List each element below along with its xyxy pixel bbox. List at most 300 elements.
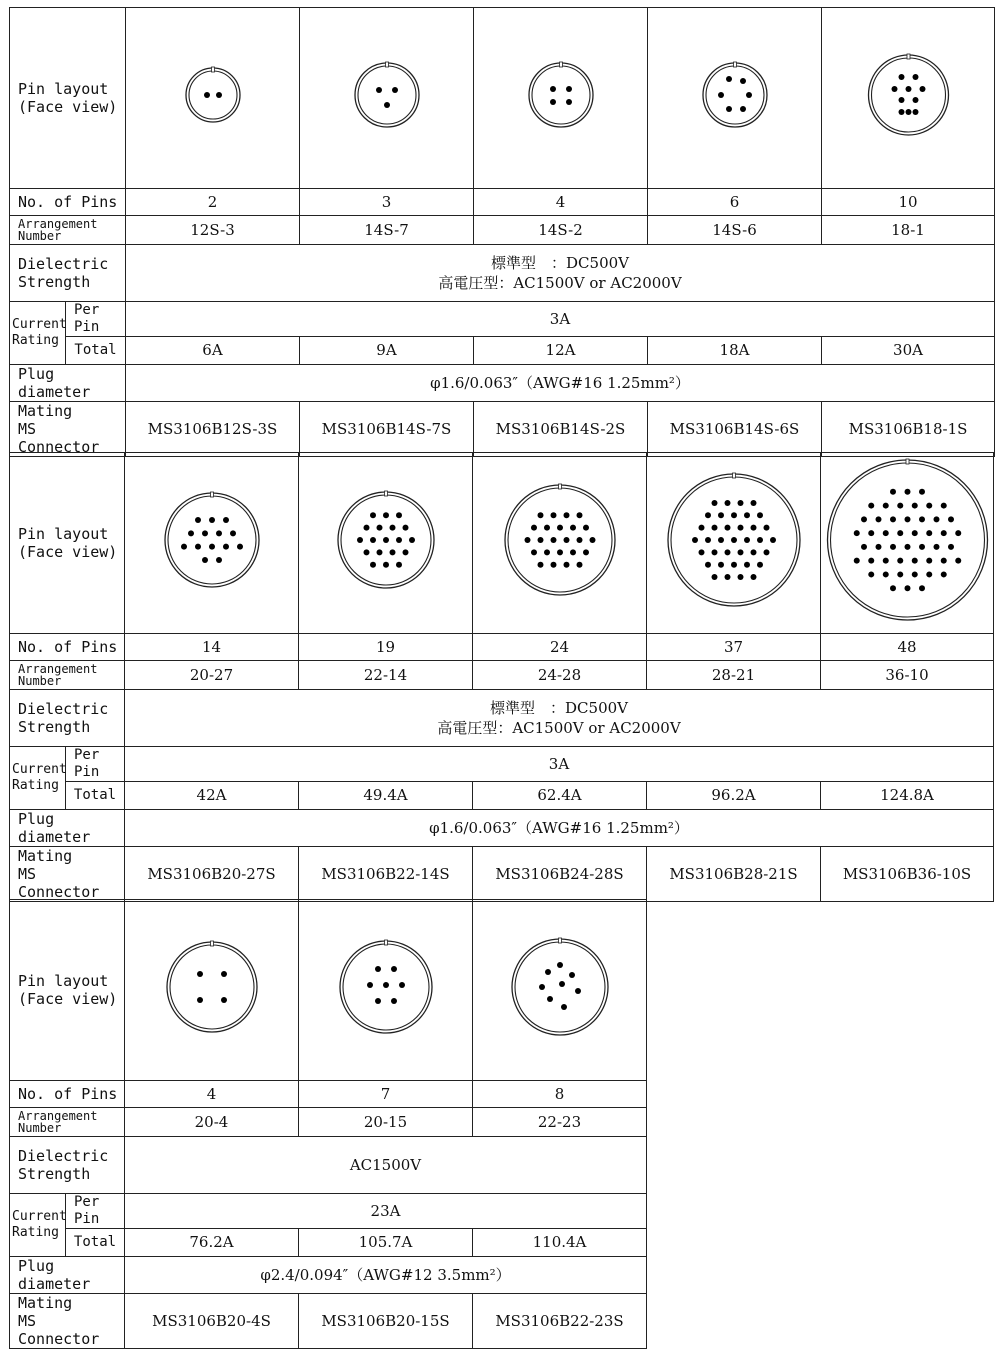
pin-layout-cell (474, 8, 648, 189)
connector-outer-ring (869, 55, 949, 135)
connector-inner-ring (168, 496, 256, 584)
pin-dot (919, 544, 925, 550)
total-current: 30A (822, 336, 995, 364)
pin-dot (955, 558, 961, 564)
pin-dot (223, 517, 229, 523)
pin-dot (738, 525, 744, 531)
pin-dot (757, 512, 763, 518)
pin-dot (559, 981, 565, 987)
mating-connector: MS3106B28-21S (647, 846, 821, 901)
pin-dot (370, 537, 376, 543)
pin-dot (913, 74, 919, 80)
pin-dot (564, 512, 570, 518)
pin-dot (912, 558, 918, 564)
pin-dot (383, 982, 389, 988)
row-header: Arrangement Number (10, 216, 126, 245)
pin-dot (876, 516, 882, 522)
row-header: Dielectric Strength (10, 690, 125, 747)
connector-key (211, 941, 214, 946)
pin-dot (941, 530, 947, 536)
connector-key (906, 459, 909, 464)
pin-dot (712, 500, 718, 506)
pin-dot (551, 512, 557, 518)
pin-dot (912, 571, 918, 577)
pin-dot (575, 988, 581, 994)
pin-dot (403, 525, 409, 531)
total-current: 96.2A (647, 781, 821, 809)
row-header: Plug diameter (10, 364, 126, 401)
row-header: Arrangement Number (10, 1108, 125, 1137)
pin-dot (926, 571, 932, 577)
arrangement-number: 24-28 (473, 661, 647, 690)
pin-dot (216, 557, 222, 563)
arrangement-number: 14S-2 (474, 216, 648, 245)
pin-count: 48 (821, 634, 994, 661)
arrangement-number: 18-1 (822, 216, 995, 245)
pin-dot (897, 530, 903, 536)
mating-connector: MS3106B22-23S (473, 1293, 647, 1348)
arrangement-number: 14S-7 (300, 216, 474, 245)
pin-dot (725, 549, 731, 555)
row-header: Pin layout (Face view) (10, 453, 125, 634)
pin-dot (383, 562, 389, 568)
pin-dot (751, 574, 757, 580)
spec-table-3 (9, 899, 647, 1349)
pin-dot (718, 92, 724, 98)
row-header: Dielectric Strength (10, 1137, 125, 1194)
pin-dot (740, 78, 746, 84)
connector-face-icon (821, 453, 994, 633)
mating-connector: MS3106B20-4S (125, 1293, 299, 1348)
pin-dot (751, 525, 757, 531)
pin-dot (409, 537, 415, 543)
pin-dot (375, 966, 381, 972)
row-header: No. of Pins (10, 189, 126, 216)
connector-inner-ring (508, 488, 612, 592)
arrangement-number: 14S-6 (648, 216, 822, 245)
connector-key (212, 67, 215, 72)
connector-key (385, 491, 388, 496)
connector-face-icon (473, 453, 647, 633)
pin-count: 19 (299, 634, 473, 661)
pin-dot (216, 92, 222, 98)
pin-count: 37 (647, 634, 821, 661)
pin-dot (564, 537, 570, 543)
pin-dot (376, 87, 382, 93)
pin-dot (531, 549, 537, 555)
total-current: 105.7A (299, 1228, 473, 1256)
pin-dot (920, 86, 926, 92)
arrangement-number: 22-14 (299, 661, 473, 690)
pin-layout-cell (648, 8, 822, 189)
per-pin-current: 23A (125, 1194, 647, 1229)
pin-dot (209, 544, 215, 550)
pin-dot (375, 998, 381, 1004)
pin-dot (919, 585, 925, 591)
pin-dot (757, 537, 763, 543)
connector-outer-ring (703, 63, 767, 127)
pin-dot (897, 558, 903, 564)
pin-dot (913, 97, 919, 103)
pin-count: 3 (300, 189, 474, 216)
pin-dot (390, 525, 396, 531)
per-pin-current: 3A (125, 747, 994, 782)
pin-dot (746, 92, 752, 98)
mating-connector: MS3106B14S-6S (648, 401, 822, 456)
connector-face-icon (822, 8, 995, 188)
pin-dot (868, 503, 874, 509)
pin-dot (955, 530, 961, 536)
connector-outer-ring (186, 68, 240, 122)
pin-dot (357, 537, 363, 543)
pin-dot (705, 562, 711, 568)
row-header: Mating MS Connector (10, 1293, 125, 1348)
dielectric-strength: 標準型 ：DC500V 高電圧型：AC1500V or AC2000V (125, 690, 994, 747)
pin-dot (551, 537, 557, 543)
pin-dot (237, 544, 243, 550)
total-label: Total (66, 1228, 125, 1256)
pin-dot (738, 574, 744, 580)
pin-layout-cell (125, 900, 299, 1081)
pin-dot (712, 574, 718, 580)
row-header: No. of Pins (10, 1081, 125, 1108)
pin-dot (764, 525, 770, 531)
connector-outer-ring (529, 63, 593, 127)
pin-dot (364, 525, 370, 531)
pin-dot (383, 512, 389, 518)
current-rating-label: Current Rating (10, 302, 66, 365)
pin-dot (861, 544, 867, 550)
pin-count: 4 (125, 1081, 299, 1108)
pin-dot (392, 87, 398, 93)
pin-dot (705, 537, 711, 543)
pin-dot (905, 489, 911, 495)
connector-key (559, 484, 562, 489)
pin-dot (731, 512, 737, 518)
mating-connector: MS3106B14S-7S (300, 401, 474, 456)
pin-dot (557, 549, 563, 555)
pin-dot (570, 549, 576, 555)
pin-layout-cell (299, 900, 473, 1081)
arrangement-number: 36-10 (821, 661, 994, 690)
pin-dot (544, 549, 550, 555)
pin-dot (718, 537, 724, 543)
connector-outer-ring (512, 939, 608, 1035)
pin-dot (897, 571, 903, 577)
pin-count: 7 (299, 1081, 473, 1108)
total-current: 76.2A (125, 1228, 299, 1256)
pin-dot (544, 525, 550, 531)
connector-key (733, 473, 736, 478)
pin-dot (403, 549, 409, 555)
current-rating-label: Current Rating (10, 1194, 66, 1257)
total-current: 18A (648, 336, 822, 364)
pin-dot (854, 530, 860, 536)
pin-dot (699, 549, 705, 555)
pin-dot (364, 549, 370, 555)
arrangement-number: 20-27 (125, 661, 299, 690)
pin-dot (899, 97, 905, 103)
pin-dot (692, 537, 698, 543)
pin-dot (934, 544, 940, 550)
connector-face-icon (473, 900, 647, 1080)
pin-count: 4 (474, 189, 648, 216)
pin-dot (919, 489, 925, 495)
pin-dot (195, 544, 201, 550)
pin-dot (195, 517, 201, 523)
pin-dot (577, 537, 583, 543)
pin-dot (906, 86, 912, 92)
row-header: Pin layout (Face view) (10, 8, 126, 189)
pin-dot (557, 525, 563, 531)
pin-dot (868, 558, 874, 564)
pin-dot (538, 562, 544, 568)
mating-connector: MS3106B36-10S (821, 846, 994, 901)
pin-dot (391, 998, 397, 1004)
pin-dot (230, 530, 236, 536)
arrangement-number: 20-4 (125, 1108, 299, 1137)
connector-inner-ring (358, 66, 416, 124)
pin-layout-cell (125, 453, 299, 634)
pin-dot (577, 562, 583, 568)
pin-dot (897, 503, 903, 509)
mating-connector: MS3106B22-14S (299, 846, 473, 901)
arrangement-number: 12S-3 (126, 216, 300, 245)
dielectric-strength: AC1500V (125, 1137, 647, 1194)
pin-dot (913, 109, 919, 115)
pin-dot (551, 562, 557, 568)
pin-dot (890, 516, 896, 522)
pin-dot (377, 525, 383, 531)
pin-dot (725, 525, 731, 531)
pin-dot (718, 562, 724, 568)
pin-dot (705, 512, 711, 518)
mating-connector: MS3106B20-15S (299, 1293, 473, 1348)
pin-dot (948, 544, 954, 550)
total-current: 110.4A (473, 1228, 647, 1256)
pin-dot (726, 106, 732, 112)
pin-dot (221, 997, 227, 1003)
connector-inner-ring (515, 942, 605, 1032)
pin-dot (868, 530, 874, 536)
pin-dot (726, 76, 732, 82)
pin-dot (890, 489, 896, 495)
connector-outer-ring (355, 63, 419, 127)
pin-dot (883, 558, 889, 564)
connector-outer-ring (165, 493, 259, 587)
pin-dot (583, 525, 589, 531)
connector-face-icon (299, 453, 473, 633)
plug-diameter: φ2.4/0.094″（AWG#12 3.5mm²） (125, 1256, 647, 1293)
connector-inner-ring (532, 66, 590, 124)
pin-dot (577, 512, 583, 518)
pin-dot (744, 562, 750, 568)
connector-inner-ring (189, 71, 237, 119)
pin-dot (370, 512, 376, 518)
row-header: Pin layout (Face view) (10, 900, 125, 1081)
pin-dot (390, 549, 396, 555)
pin-dot (550, 86, 556, 92)
connector-outer-ring (167, 942, 257, 1032)
pin-dot (377, 549, 383, 555)
pin-dot (912, 503, 918, 509)
pin-dot (202, 557, 208, 563)
pin-dot (899, 109, 905, 115)
spec-table-1 (9, 7, 995, 457)
pin-dot (181, 544, 187, 550)
pin-dot (905, 544, 911, 550)
plug-diameter: φ1.6/0.063″（AWG#16 1.25mm²） (126, 364, 995, 401)
pin-dot (539, 984, 545, 990)
pin-dot (890, 585, 896, 591)
pin-layout-cell (126, 8, 300, 189)
pin-dot (883, 571, 889, 577)
connector-face-icon (125, 900, 299, 1080)
row-header: No. of Pins (10, 634, 125, 661)
current-rating-label: Current Rating (10, 747, 66, 810)
connector-face-icon (474, 8, 648, 188)
pin-dot (583, 549, 589, 555)
pin-dot (899, 74, 905, 80)
connector-inner-ring (170, 945, 254, 1029)
pin-dot (545, 969, 551, 975)
pin-dot (738, 500, 744, 506)
connector-key (907, 54, 910, 59)
pin-dot (197, 971, 203, 977)
per-pin-current: 3A (126, 302, 995, 337)
mating-connector: MS3106B18-1S (822, 401, 995, 456)
pin-dot (868, 571, 874, 577)
pin-dot (905, 585, 911, 591)
pin-dot (744, 537, 750, 543)
pin-layout-cell (300, 8, 474, 189)
pin-dot (941, 503, 947, 509)
per-pin-label: Per Pin (66, 302, 126, 337)
connector-inner-ring (831, 463, 985, 617)
connector-face-icon (647, 453, 821, 633)
total-current: 124.8A (821, 781, 994, 809)
pin-dot (712, 549, 718, 555)
pin-dot (566, 99, 572, 105)
connector-key (734, 62, 737, 67)
row-header: Arrangement Number (10, 661, 125, 690)
pin-dot (854, 558, 860, 564)
total-current: 42A (125, 781, 299, 809)
pin-dot (197, 997, 203, 1003)
pin-dot (209, 517, 215, 523)
pin-dot (890, 544, 896, 550)
connector-key (385, 940, 388, 945)
pin-dot (892, 86, 898, 92)
row-header: Plug diameter (10, 809, 125, 846)
pin-dot (564, 562, 570, 568)
connector-key (559, 938, 562, 943)
pin-dot (905, 516, 911, 522)
pin-dot (216, 530, 222, 536)
mating-connector: MS3106B20-27S (125, 846, 299, 901)
pin-dot (570, 525, 576, 531)
mating-connector: MS3106B24-28S (473, 846, 647, 901)
pin-dot (861, 516, 867, 522)
connector-face-icon (126, 8, 300, 188)
total-current: 9A (300, 336, 474, 364)
pin-layout-cell (299, 453, 473, 634)
pin-dot (550, 99, 556, 105)
row-header: Mating MS Connector (10, 401, 126, 456)
pin-dot (557, 962, 563, 968)
pin-dot (770, 537, 776, 543)
pin-dot (883, 503, 889, 509)
pin-dot (204, 92, 210, 98)
pin-dot (948, 516, 954, 522)
connector-key (386, 62, 389, 67)
total-current: 6A (126, 336, 300, 364)
row-header: Plug diameter (10, 1256, 125, 1293)
pin-dot (384, 102, 390, 108)
pin-dot (718, 512, 724, 518)
pin-dot (202, 530, 208, 536)
plug-diameter: φ1.6/0.063″（AWG#16 1.25mm²） (125, 809, 994, 846)
arrangement-number: 22-23 (473, 1108, 647, 1137)
mating-connector: MS3106B12S-3S (126, 401, 300, 456)
pin-count: 2 (126, 189, 300, 216)
pin-dot (731, 537, 737, 543)
pin-dot (531, 525, 537, 531)
pin-dot (744, 512, 750, 518)
pin-dot (525, 537, 531, 543)
row-header: Mating MS Connector (10, 846, 125, 901)
pin-dot (383, 537, 389, 543)
pin-layout-cell (473, 900, 647, 1081)
pin-dot (738, 549, 744, 555)
total-label: Total (66, 781, 125, 809)
pin-dot (764, 549, 770, 555)
pin-layout-cell (821, 453, 994, 634)
pin-dot (396, 537, 402, 543)
pin-dot (926, 503, 932, 509)
pin-dot (569, 972, 575, 978)
connector-outer-ring (828, 460, 988, 620)
pin-layout-cell (647, 453, 821, 634)
pin-dot (188, 530, 194, 536)
connector-face-icon (300, 8, 474, 188)
pin-dot (725, 500, 731, 506)
connector-face-icon (299, 900, 473, 1080)
total-current: 62.4A (473, 781, 647, 809)
pin-dot (396, 562, 402, 568)
pin-dot (367, 982, 373, 988)
pin-dot (926, 530, 932, 536)
pin-count: 10 (822, 189, 995, 216)
pin-dot (883, 530, 889, 536)
pin-dot (538, 537, 544, 543)
dielectric-strength: 標準型 ：DC500V 高電圧型：AC1500V or AC2000V (126, 245, 995, 302)
pin-dot (370, 562, 376, 568)
spec-table-2 (9, 452, 994, 902)
pin-dot (941, 558, 947, 564)
pin-dot (725, 574, 731, 580)
pin-dot (538, 512, 544, 518)
pin-dot (876, 544, 882, 550)
pin-dot (547, 996, 553, 1002)
connector-key (560, 62, 563, 67)
pin-dot (590, 537, 596, 543)
row-header: Dielectric Strength (10, 245, 126, 302)
pin-dot (221, 971, 227, 977)
pin-dot (399, 982, 405, 988)
per-pin-label: Per Pin (66, 1194, 125, 1229)
pin-dot (751, 500, 757, 506)
